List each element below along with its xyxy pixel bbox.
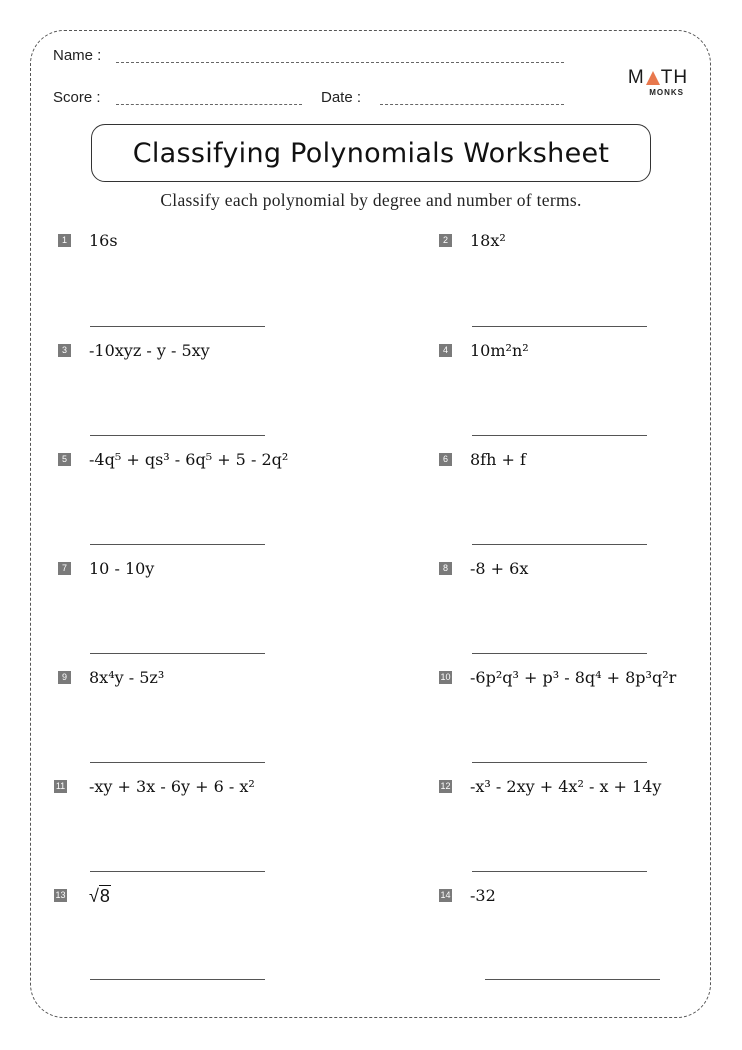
problem-number-badge: 8: [439, 562, 452, 575]
problem-expression: -6p²q³ + p³ - 8q⁴ + 8p³q²r: [470, 668, 677, 687]
answer-line[interactable]: [472, 871, 647, 872]
problem-number-badge: 1: [58, 234, 71, 247]
date-label: Date :: [321, 89, 362, 106]
page-title: Classifying Polynomials Worksheet: [132, 137, 610, 169]
problem-expression: 10m²n²: [470, 341, 529, 360]
logo-subtext: MONKS: [649, 88, 684, 97]
problem-number-badge: 7: [58, 562, 71, 575]
answer-line[interactable]: [472, 544, 647, 545]
name-label: Name :: [53, 47, 102, 64]
problem-number-badge: 3: [58, 344, 71, 357]
answer-line[interactable]: [90, 653, 265, 654]
answer-line[interactable]: [90, 326, 265, 327]
problem-number-badge: 9: [58, 671, 71, 684]
logo-letter-m: M: [627, 67, 645, 88]
radicand: 8: [99, 886, 110, 906]
answer-line[interactable]: [90, 979, 265, 980]
problem-expression: -8 + 6x: [470, 559, 529, 578]
problem-number-badge: 13: [55, 890, 66, 900]
logo-letters-th: TH: [660, 67, 689, 88]
problem-number-badge: 14: [440, 890, 451, 900]
score-label: Score :: [53, 89, 101, 106]
answer-line[interactable]: [472, 653, 647, 654]
triangle-icon: [646, 71, 660, 85]
problem-expression: [89, 886, 111, 907]
problem-expression: -32: [470, 886, 496, 905]
square-root-icon: √: [89, 886, 99, 906]
problem-number-badge: 4: [439, 344, 452, 357]
answer-line[interactable]: [485, 979, 660, 980]
problem-number-badge: 6: [439, 453, 452, 466]
answer-line[interactable]: [90, 544, 265, 545]
problem-number-badge: 11: [55, 781, 66, 791]
problem-expression: 10 - 10y: [89, 559, 155, 578]
date-field[interactable]: [380, 104, 564, 105]
name-field[interactable]: [116, 62, 564, 63]
answer-line[interactable]: [472, 762, 647, 763]
answer-line[interactable]: [472, 435, 647, 436]
score-field[interactable]: [116, 104, 302, 105]
answer-line[interactable]: [90, 762, 265, 763]
problem-expression: 18x²: [470, 231, 506, 250]
problem-expression: 16s: [89, 231, 118, 250]
problem-number-badge: 12: [440, 781, 451, 791]
problem-expression: -xy + 3x - 6y + 6 - x²: [89, 777, 255, 796]
problem-number-badge: 10: [440, 672, 451, 682]
math-monks-logo: [628, 68, 688, 97]
problem-expression: -x³ - 2xy + 4x² - x + 14y: [470, 777, 662, 796]
problem-number-badge: 5: [58, 453, 71, 466]
instructions: Classify each polynomial by degree and number of terms.: [160, 190, 582, 210]
answer-line[interactable]: [90, 871, 265, 872]
problem-number-badge: 2: [439, 234, 452, 247]
problem-expression: -10xyz - y - 5xy: [89, 341, 210, 360]
problem-expression: 8x⁴y - 5z³: [89, 668, 165, 687]
title-box: [91, 124, 651, 182]
problem-expression: -4q⁵ + qs³ - 6q⁵ + 5 - 2q²: [89, 450, 289, 469]
answer-line[interactable]: [90, 435, 265, 436]
problem-expression: 8fh + f: [470, 450, 526, 469]
answer-line[interactable]: [472, 326, 647, 327]
